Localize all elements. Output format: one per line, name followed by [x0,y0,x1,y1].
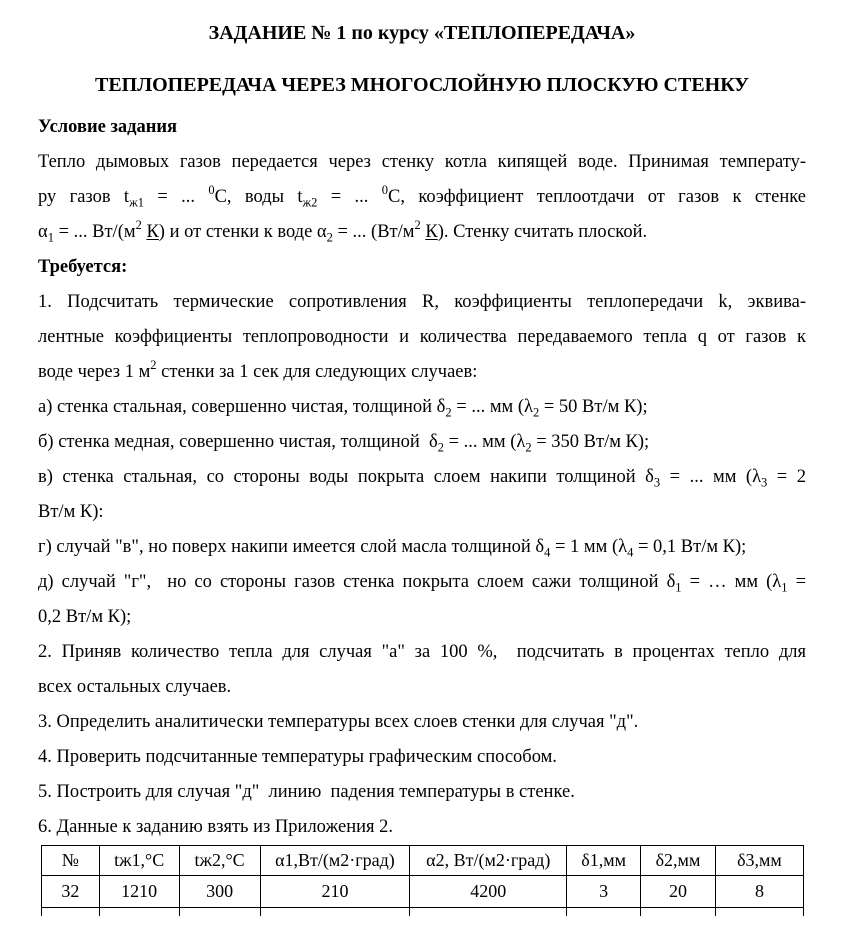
item-d-line-2: 0,2 Вт/м К); [38,607,132,627]
condition-line-3: $\alpha_1$ = ... $Вт/(м^2$ К) и от стенки к воде $\alpha_2$ = ... ($Вт/м^2$ К). Стенку считать плоской. [38,217,648,245]
condition-line-2: ру газов $t_{ж1}$ = ... $^0$С, воды $t_{ж2}$ = ... $^0$С, коэффициент теплоотдачи от газов к стенке [38,182,806,210]
document-body [38,110,806,845]
item-6: 6. Данные к заданию взять из Приложения 2. [38,817,394,837]
table-cell-empty [42,908,100,917]
item-5: 5. Построить для случая "д" линию падения температуры в стенке. [38,782,575,802]
table-cell-empty [641,908,716,917]
table-cell-empty [567,908,641,917]
table-cell-empty [179,908,260,917]
table-header-cell: δ2,мм [641,846,716,876]
table-header-cell: δ3,мм [715,846,803,876]
item-v-line-2: Вт/м К): [38,502,104,522]
table-header-row [42,846,804,876]
variant-table [41,845,804,916]
table-cell: 1210 [99,876,179,908]
item-1-line-2: лентные коэффициенты теплопроводности и количества передаваемого тепла q от газов к [38,327,806,347]
table-header-cell: tж2,°C [179,846,260,876]
condition-line-1: Тепло дымовых газов передается через стенку котла кипящей воде. Принимая температу- [38,152,806,172]
item-1-line-1: 1. Подсчитать термические сопротивления R, коэффициенты теплопередачи k, эквива- [38,292,806,312]
item-2-line-1: 2. Приняв количество тепла для случая "а" за 100 %, подсчитать в процентах тепло для [38,642,806,662]
table-header-cell: α2, Вт/(м2·град) [410,846,567,876]
item-3: 3. Определить аналитически температуры всех слоев стенки для случая "д". [38,712,639,732]
assignment-title: ЗАДАНИЕ № 1 по курсу «ТЕПЛОПЕРЕДАЧА» [208,22,636,44]
condition-heading: Условие задания [38,117,178,137]
table-cell-empty [715,908,803,917]
table-cell: 3 [567,876,641,908]
table-cell: 4200 [410,876,567,908]
item-a: а) стенка стальная, совершенно чистая, толщиной $\delta_2$ = ... мм ($\lambda_2 = 50$ Вт/м К); [38,397,648,420]
variant-table-body [42,876,804,917]
item-d-line-1: д) случай "г", но со стороны газов стенка покрыта слоем сажи толщиной $\delta_1$ = … мм ($\lambda_1$ = [38,572,806,595]
table-header-cell: δ1,мм [567,846,641,876]
table-header-cell: α1,Вт/(м2·град) [260,846,410,876]
table-header-cell: tж1,°C [99,846,179,876]
table-cell: 210 [260,876,410,908]
variant-table-head [42,846,804,876]
table-row-cutoff [42,908,804,917]
assignment-subtitle: ТЕПЛОПЕРЕДАЧА ЧЕРЕЗ МНОГОСЛОЙНУЮ ПЛОСКУЮ СТЕНКУ [94,74,749,96]
item-v-line-1: в) стенка стальная, со стороны воды покрыта слоем накипи толщиной $\delta_3$ = ... мм ($\lambda_3 = 2$ [38,467,806,490]
table-cell-empty [99,908,179,917]
item-b: б) стенка медная, совершенно чистая, толщиной $\delta_2$ = ... мм ($\lambda_2 = 350$ Вт/м К); [38,432,650,455]
item-2-line-2: всех остальных случаев. [38,677,232,697]
required-heading: Требуется: [38,257,128,277]
table-cell: 20 [641,876,716,908]
item-4: 4. Проверить подсчитанные температуры графическим способом. [38,747,557,767]
table-cell-empty [410,908,567,917]
table-cell: 32 [42,876,100,908]
table-row [42,876,804,908]
item-1-line-3: воде через 1 $м^2$ стенки за 1 сек для следующих случаев: [38,357,478,382]
table-cell: 300 [179,876,260,908]
table-cell: 8 [715,876,803,908]
table-header-cell: № [42,846,100,876]
table-cell-empty [260,908,410,917]
item-g: г) случай "в", но поверх накипи имеется слой масла толщиной $\delta_4 = 1$ мм ($\lambda_4 = 0,1$ Вт/м К); [38,537,747,560]
